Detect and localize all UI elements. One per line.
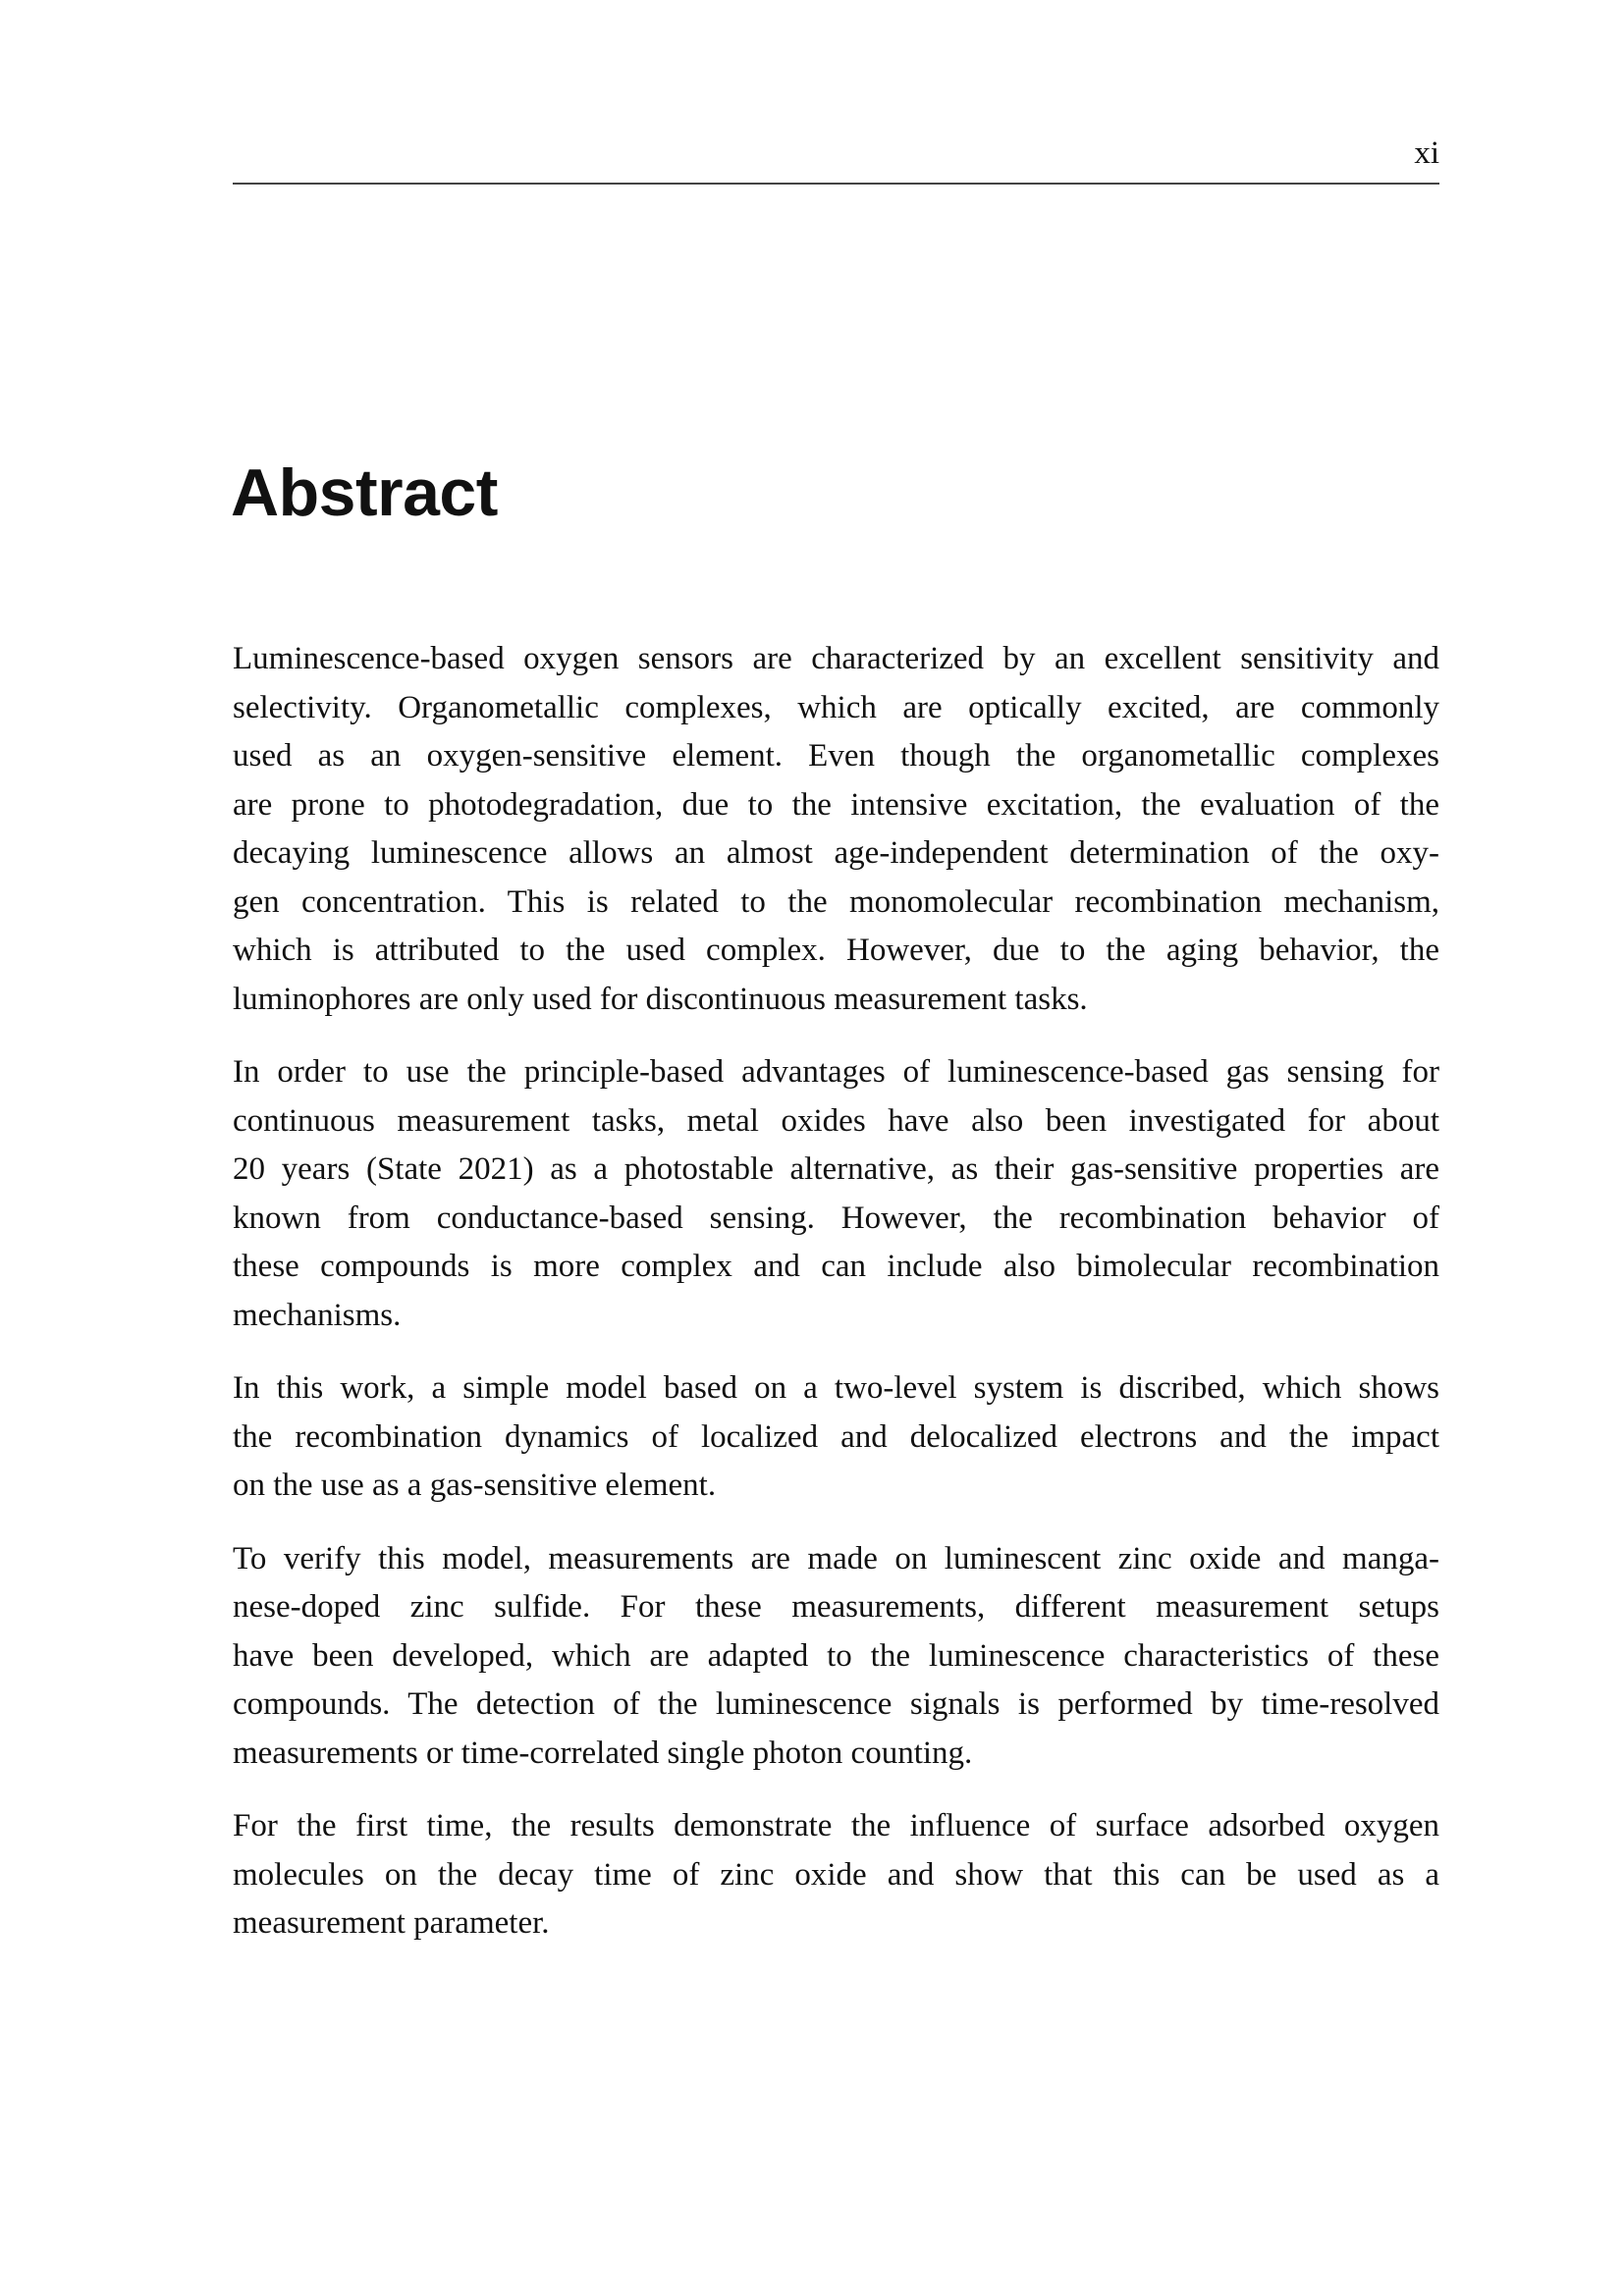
text-line: mechanisms.	[233, 1297, 402, 1333]
text-line: continuous measurement tasks, metal oxides have also been investigated for about	[233, 1102, 1439, 1139]
paragraph	[233, 635, 1439, 1024]
text-line: selectivity. Organometallic complexes, which are optically excited, are commonly	[233, 689, 1439, 725]
text-line: measurements or time-correlated single photon counting.	[233, 1735, 973, 1771]
text-line: nese-doped zinc sulfide. For these measurements, different measurement setups	[233, 1589, 1439, 1625]
abstract-body	[233, 635, 1439, 1973]
text-line: on the use as a gas-sensitive element.	[233, 1468, 717, 1503]
text-line: Luminescence-based oxygen sensors are characterized by an excellent sensitivity and	[233, 641, 1439, 676]
text-line: measurement parameter.	[233, 1905, 550, 1941]
text-line: decaying luminescence allows an almost age-independent determination of the oxy-	[233, 835, 1439, 871]
text-line: are prone to photodegradation, due to the intensive excitation, the evaluation of the	[233, 786, 1439, 823]
text-line: luminophores are only used for discontinuous measurement tasks.	[233, 981, 1088, 1017]
text-line: In order to use the principle-based advantages of luminescence-based gas sensing for	[233, 1054, 1439, 1090]
text-line: molecules on the decay time of zinc oxide and show that this can be used as a	[233, 1856, 1439, 1893]
page-number: xi	[1414, 135, 1439, 171]
header-rule	[233, 183, 1439, 185]
text-line: 20 years (State 2021) as a photostable alternative, as their gas-sensitive properties are	[233, 1151, 1439, 1187]
text-line: To verify this model, measurements are made on luminescent zinc oxide and manga-	[233, 1540, 1439, 1576]
text-line: For the first time, the results demonstrate the influence of surface adsorbed oxygen	[233, 1808, 1439, 1843]
chapter-title: Abstract	[231, 455, 498, 530]
text-line: used as an oxygen-sensitive element. Even though the organometallic complexes	[233, 738, 1439, 774]
text-line: In this work, a simple model based on a two-level system is discribed, which shows	[233, 1370, 1439, 1406]
text-line: gen concentration. This is related to the monomolecular recombination mechanism,	[233, 883, 1439, 920]
paragraph	[233, 1535, 1439, 1779]
text-line: have been developed, which are adapted to the luminescence characteristics of these	[233, 1637, 1439, 1674]
paragraph	[233, 1802, 1439, 1949]
text-line: these compounds is more complex and can include also bimolecular recombination	[233, 1249, 1439, 1284]
text-line: the recombination dynamics of localized and delocalized electrons and the impact	[233, 1418, 1439, 1455]
paragraph	[233, 1364, 1439, 1511]
text-line: compounds. The detection of the luminescence signals is performed by time-resolved	[233, 1686, 1439, 1722]
text-line: which is attributed to the used complex. However, due to the aging behavior, the	[233, 933, 1439, 968]
text-line: known from conductance-based sensing. However, the recombination behavior of	[233, 1200, 1439, 1236]
paragraph	[233, 1048, 1439, 1340]
